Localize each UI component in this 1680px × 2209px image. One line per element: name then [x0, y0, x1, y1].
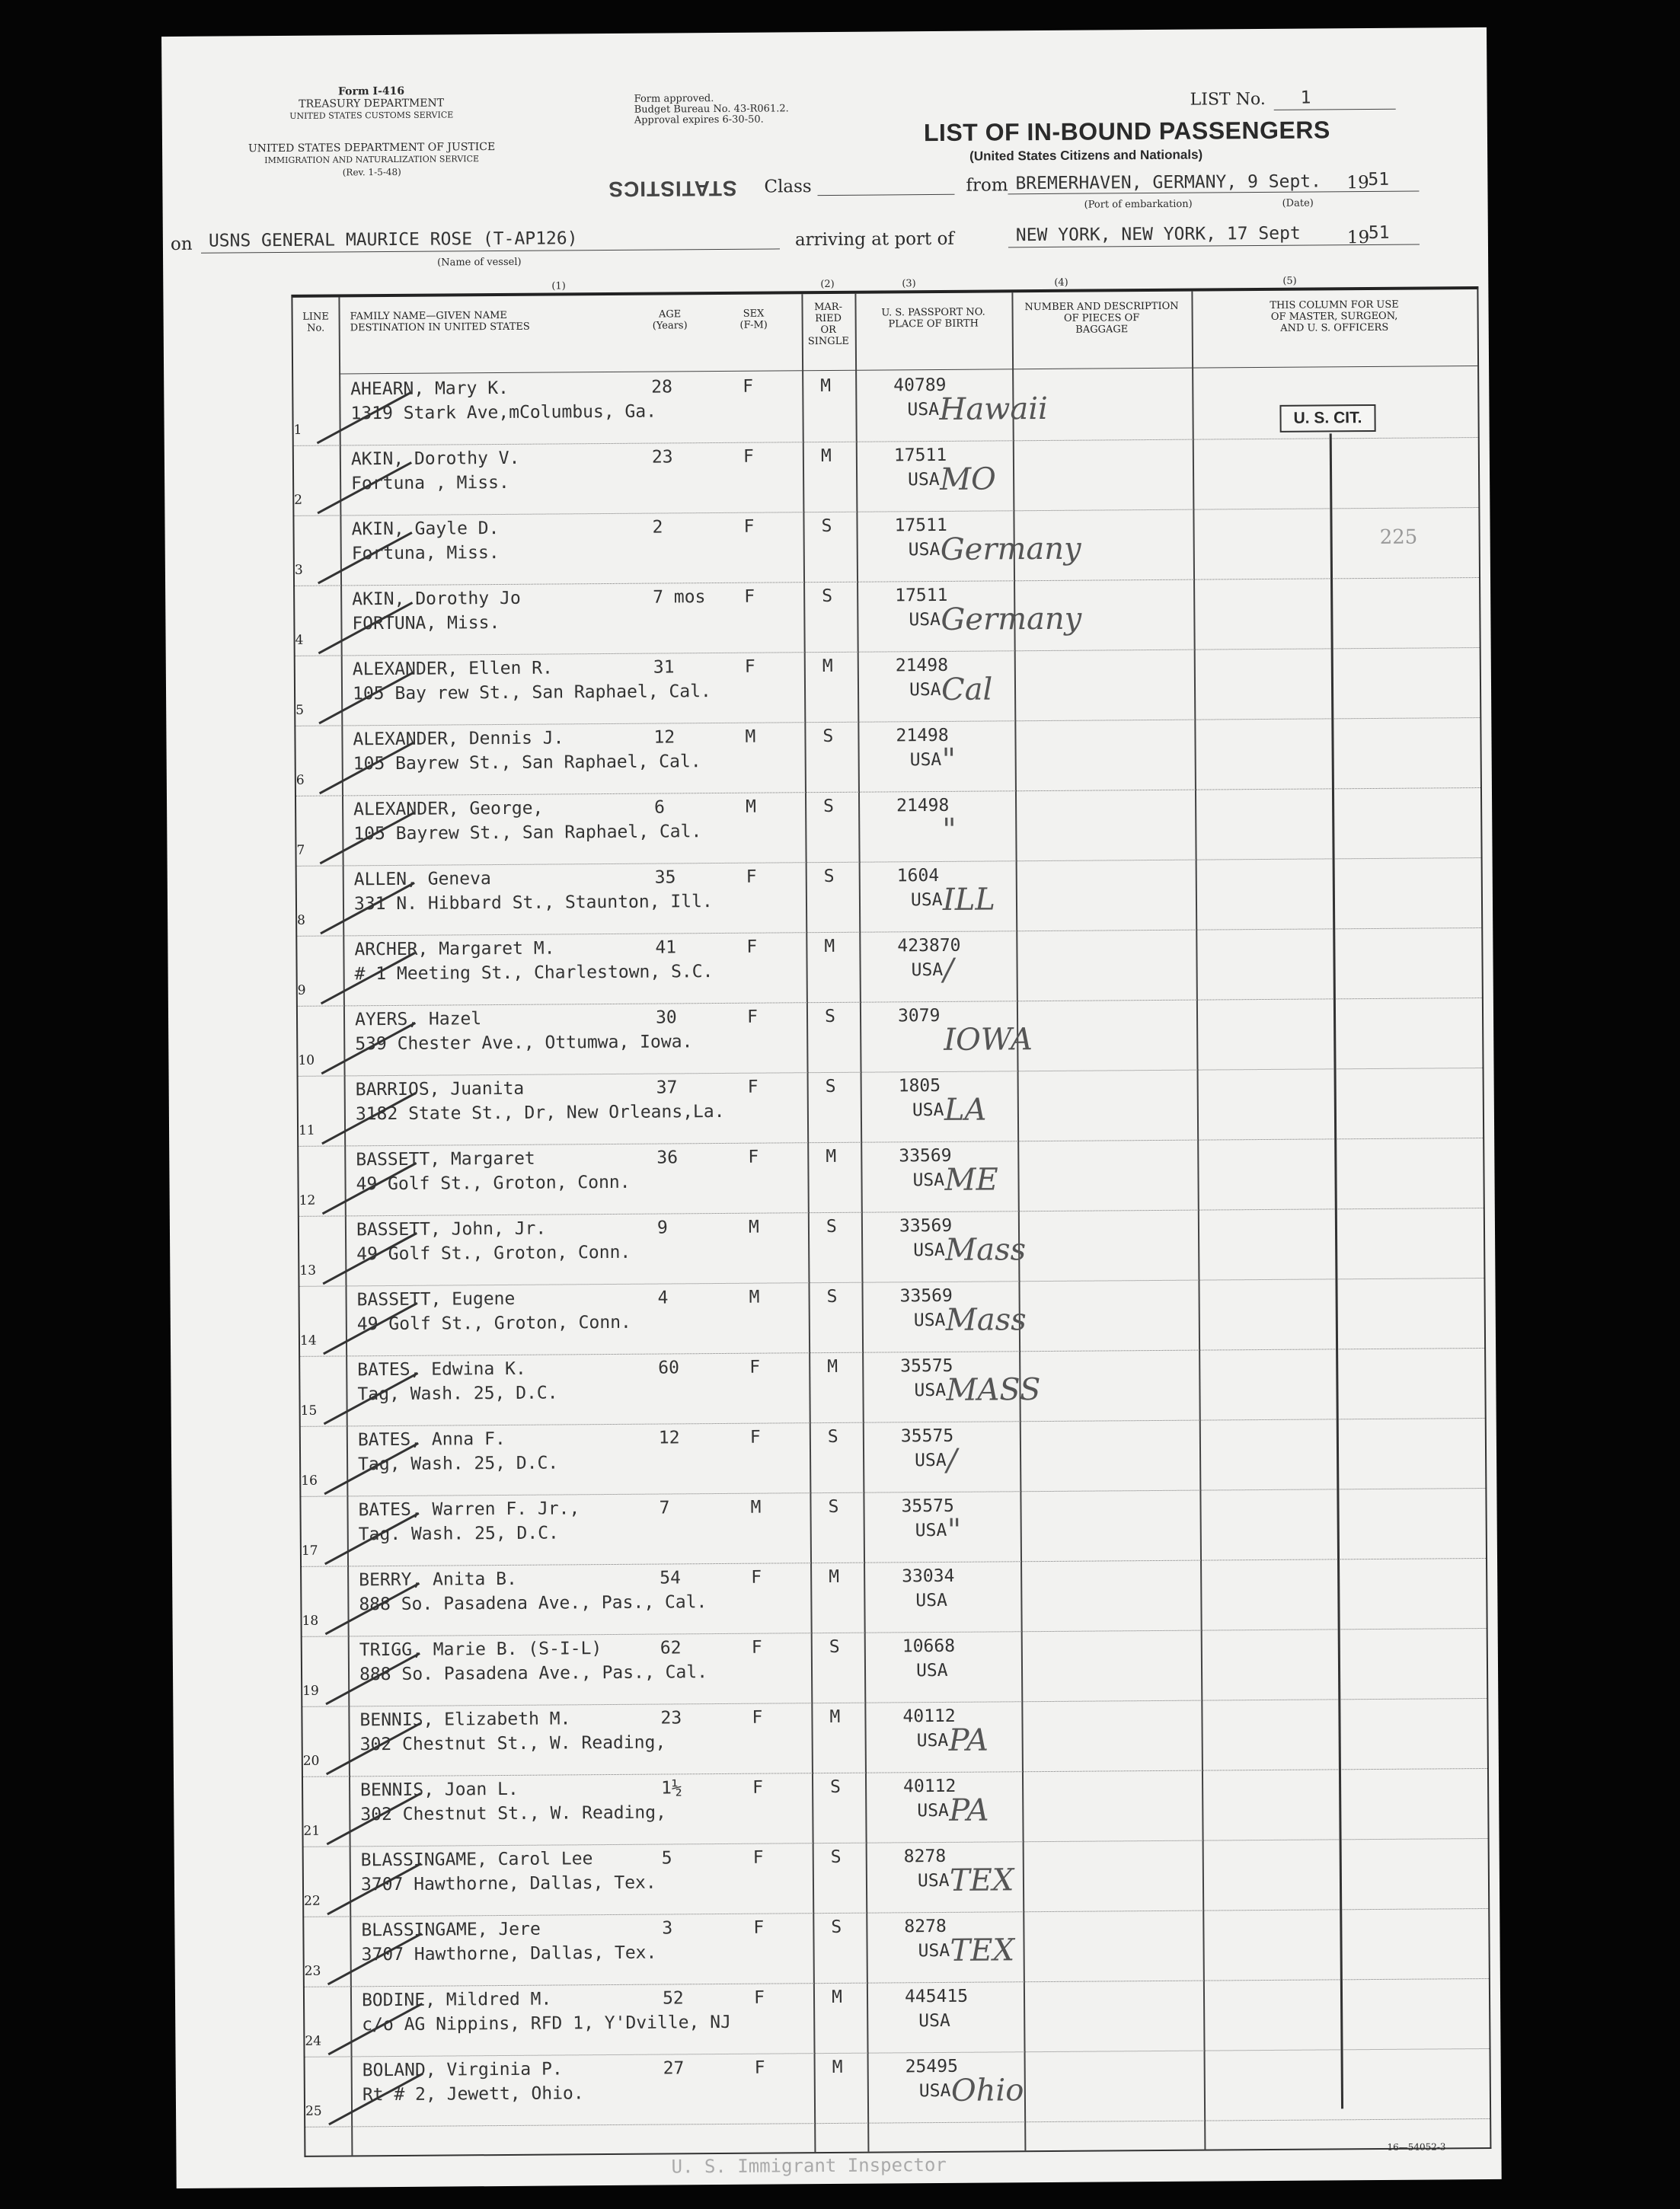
place-of-birth: USA: [912, 1100, 944, 1121]
table-row: [303, 1768, 1488, 1847]
approval-expires: Approval expires 6-30-50.: [634, 113, 764, 126]
passport-number: 1805: [898, 1075, 941, 1097]
handwritten-note: Ohio: [950, 2073, 1024, 2108]
place-of-birth: USA: [915, 1590, 948, 1611]
passenger-age: 7 mos: [653, 587, 706, 608]
place-of-birth: USA: [909, 749, 942, 771]
passenger-age: 2: [652, 517, 663, 538]
passenger-name: TRIGG, Marie B. (S-I-L): [359, 1639, 602, 1661]
passenger-age: 52: [662, 1988, 684, 2009]
table-row: [305, 1978, 1490, 2057]
marital-status: M: [829, 1706, 841, 1728]
passenger-sex: F: [744, 656, 755, 677]
passenger-name: BASSETT, Margaret: [356, 1148, 535, 1170]
header-name: FAMILY NAME—GIVEN NAME DESTINATION IN UNITED STATES: [350, 309, 530, 334]
passport-number: 40112: [902, 1776, 957, 1797]
handwritten-note: ": [947, 1512, 962, 1548]
line-number: 5: [295, 702, 305, 718]
ins-service: IMMIGRATION AND NATURALIZATION SERVICE: [264, 154, 480, 166]
passenger-sex: F: [751, 1567, 762, 1588]
place-of-birth: USA: [912, 1170, 945, 1191]
marital-status: M: [832, 2057, 843, 2077]
handwritten-note: MO: [939, 461, 997, 497]
place-of-birth: USA: [915, 1450, 947, 1471]
handwritten-note: Cal: [941, 672, 993, 707]
passport-number: 33569: [899, 1285, 953, 1307]
line-number: 8: [297, 912, 306, 928]
passenger-name: BOLAND, Virginia P.: [362, 2059, 563, 2081]
passenger-name: AHEARN, Mary K.: [350, 378, 509, 400]
passport-number: 40789: [893, 375, 947, 396]
handwritten-note: Mass: [945, 1302, 1027, 1338]
marital-status: S: [822, 726, 834, 747]
form-number: Form I-416: [337, 85, 405, 98]
passenger-age: 30: [655, 1007, 677, 1028]
passenger-sex: M: [745, 726, 756, 747]
passenger-destination: 49 Golf St., Groton, Conn.: [356, 1172, 631, 1195]
passenger-name: ALEXANDER, Dennis J.: [353, 728, 564, 750]
passport-number: 17511: [895, 585, 948, 606]
passenger-name: ALEXANDER, George,: [353, 798, 544, 820]
marital-status: S: [826, 1286, 838, 1307]
place-of-birth: USA: [911, 959, 944, 981]
justice-dept: UNITED STATES DEPARTMENT OF JUSTICE: [248, 141, 496, 155]
place-of-birth: USA: [909, 609, 941, 630]
passenger-sex: M: [750, 1497, 762, 1518]
passenger-destination: 302 Chestnut St., W. Reading,: [359, 1732, 666, 1755]
marital-status: S: [822, 586, 833, 607]
passport-number: 21498: [895, 655, 949, 676]
arrival-year: 51: [1368, 222, 1390, 244]
col-num-5: (5): [1282, 275, 1297, 287]
passenger-name: AKIN, Dorothy V.: [350, 448, 520, 470]
line-number: 7: [296, 842, 305, 858]
passport-number: 40112: [902, 1706, 956, 1727]
handwritten-note: ILL: [942, 882, 996, 918]
place-of-birth: USA: [917, 1870, 950, 1891]
passenger-name: ALLEN, Geneva: [353, 869, 491, 890]
passenger-sex: F: [743, 376, 754, 397]
table-row: [301, 1488, 1486, 1567]
passenger-sex: F: [754, 2057, 765, 2078]
list-number-line: [1274, 109, 1396, 110]
table-row: [301, 1418, 1486, 1497]
passenger-destination: 105 Bayrew St., San Raphael, Cal.: [353, 752, 701, 774]
arrival-year-prefix: 19: [1346, 228, 1370, 248]
marital-status: S: [823, 866, 835, 887]
line-number: 10: [298, 1052, 315, 1068]
marital-status: M: [831, 1987, 842, 2007]
handwritten-note: MASS: [946, 1372, 1041, 1408]
passenger-sex: F: [752, 1777, 764, 1798]
form-header-left: [276, 85, 466, 123]
handwritten-note: ME: [944, 1162, 998, 1198]
passenger-destination: Fortuna, Miss.: [351, 542, 500, 564]
passenger-destination: # 1 Meeting St., Charlestown, S.C.: [354, 962, 714, 985]
passport-number: 10668: [902, 1636, 956, 1657]
passenger-name: BLASSINGAME, Carol Lee: [360, 1849, 593, 1871]
passenger-age: 12: [658, 1428, 680, 1448]
passenger-age: 62: [660, 1638, 682, 1658]
passenger-destination: 49 Golf St., Groton, Conn.: [356, 1312, 631, 1335]
embarkation: BREMERHAVEN, GERMANY, 9 Sept.: [1015, 171, 1322, 194]
from-year-prefix: 19: [1346, 173, 1369, 193]
handwritten-note: PA: [949, 1792, 989, 1828]
line-number: 2: [294, 492, 303, 508]
place-of-birth: USA: [908, 539, 941, 560]
passenger-age: 28: [651, 377, 673, 397]
marital-status: M: [829, 1566, 840, 1588]
vessel-name: USNS GENERAL MAURICE ROSE (T-AP126): [208, 228, 578, 251]
passenger-destination: 3182 State St., Dr, New Orleans,La.: [355, 1101, 725, 1125]
passenger-sex: M: [748, 1217, 759, 1237]
header-line-no: LINE No.: [302, 311, 329, 334]
date-caption: (Date): [1282, 197, 1314, 209]
table-row: [299, 1278, 1484, 1357]
passenger-destination: 888 So. Pasadena Ave., Pas., Cal.: [359, 1592, 707, 1615]
passenger-age: 35: [654, 867, 676, 888]
passport-number: 21498: [896, 725, 949, 746]
passenger-name: BATES, Anna F.: [357, 1429, 506, 1451]
line-number: 18: [302, 1613, 319, 1629]
passenger-sex: F: [743, 446, 754, 467]
arrival-port: NEW YORK, NEW YORK, 17 Sept: [1015, 223, 1301, 246]
place-of-birth: USA: [917, 1800, 949, 1821]
on-label: on: [170, 234, 193, 254]
page-title: LIST OF IN-BOUND PASSENGERS: [923, 116, 1330, 147]
passenger-destination: 302 Chestnut St., W. Reading,: [360, 1802, 666, 1825]
handwritten-note: /: [946, 1442, 957, 1478]
passport-number: 3079: [897, 1005, 941, 1026]
passenger-destination: Tag. Wash. 25, D.C.: [358, 1523, 559, 1545]
passport-number: 33569: [899, 1215, 953, 1237]
passenger-sex: F: [747, 1077, 759, 1097]
passport-number: 33034: [902, 1566, 955, 1587]
marital-status: M: [820, 445, 832, 467]
passenger-destination: 888 So. Pasadena Ave., Pas., Cal.: [359, 1662, 708, 1685]
handwritten-note: ": [942, 812, 957, 848]
passenger-name: BASSETT, John, Jr.: [356, 1218, 547, 1240]
passenger-age: 23: [651, 447, 673, 468]
from-year: 51: [1368, 169, 1390, 190]
header-baggage: NUMBER AND DESCRIPTION OF PIECES OF BAGGAGE: [1024, 300, 1179, 336]
passport-number: 445415: [904, 1986, 969, 2007]
passenger-name: BENNIS, Elizabeth M.: [359, 1709, 571, 1731]
passenger-name: BASSETT, Eugene: [356, 1288, 516, 1310]
passenger-destination: 3707 Hawthorne, Dallas, Tex.: [360, 1872, 656, 1895]
handwritten-note: /: [943, 952, 954, 988]
passenger-destination: Tag, Wash. 25, D.C.: [358, 1453, 559, 1475]
passport-number: 33569: [899, 1145, 952, 1167]
passenger-sex: F: [753, 1917, 765, 1938]
passenger-age: 3: [662, 1918, 673, 1939]
passport-number: 35575: [901, 1496, 954, 1517]
passenger-destination: 539 Chester Ave., Ottumwa, Iowa.: [355, 1032, 693, 1055]
handwritten-note: Mass: [945, 1232, 1027, 1268]
place-of-birth: USA: [907, 399, 940, 420]
arriving-label: arriving at port of: [794, 228, 954, 251]
line-number: 23: [304, 1963, 321, 1979]
line-number: 19: [302, 1683, 319, 1699]
manifest-sheet: [161, 27, 1502, 2188]
header-passport: U. S. PASSPORT NO. PLACE OF BIRTH: [881, 306, 985, 330]
line-number: 21: [303, 1823, 321, 1839]
print-code: 16—54052-3: [1387, 2141, 1446, 2153]
port-caption: (Port of embarkation): [1084, 198, 1193, 211]
passenger-age: 60: [658, 1358, 680, 1378]
handwritten-note: TEX: [950, 1933, 1015, 1968]
passport-number: 35575: [900, 1355, 953, 1377]
passenger-sex: F: [744, 586, 755, 607]
col-num-4: (4): [1054, 276, 1068, 289]
passenger-name: AKIN, Dorothy Jo: [352, 588, 521, 610]
marital-status: S: [824, 1006, 835, 1027]
place-of-birth: USA: [908, 469, 940, 490]
passenger-destination: 49 Golf St., Groton, Conn.: [356, 1242, 631, 1265]
passenger-destination: FORTUNA, Miss.: [352, 612, 500, 634]
marital-status: M: [824, 936, 835, 957]
place-of-birth: USA: [918, 2010, 950, 2032]
handwritten-note: PA: [948, 1722, 989, 1758]
table-row: [299, 1138, 1484, 1217]
line-number: 22: [304, 1893, 321, 1909]
passport-number: 25495: [905, 2056, 958, 2077]
passenger-age: 23: [660, 1708, 682, 1729]
passenger-sex: F: [746, 1007, 758, 1027]
revision: (Rev. 1-5-48): [342, 166, 401, 178]
passenger-age: 9: [656, 1218, 668, 1238]
header-age: AGE (Years): [652, 308, 688, 332]
passenger-destination: 331 N. Hibbard St., Staunton, Ill.: [353, 892, 713, 915]
table-row: [305, 2048, 1490, 2128]
passport-number: 8278: [904, 1916, 947, 1937]
place-of-birth: USA: [909, 679, 941, 701]
passenger-age: 54: [660, 1568, 681, 1588]
handwritten-note: Germany: [941, 601, 1082, 637]
table-row: [300, 1348, 1485, 1427]
marital-status: S: [829, 1636, 840, 1658]
handwritten-note: LA: [944, 1092, 987, 1128]
line-number: 16: [301, 1473, 318, 1489]
table-row: [302, 1698, 1487, 1777]
list-number: 1: [1300, 88, 1311, 108]
passenger-sex: F: [753, 1987, 765, 2008]
marital-status: S: [826, 1216, 837, 1237]
marital-status: M: [820, 375, 832, 397]
passenger-sex: F: [752, 1847, 764, 1868]
marital-status: M: [827, 1356, 838, 1377]
marital-status: M: [826, 1146, 837, 1167]
line-number: 6: [295, 772, 305, 788]
passenger-age: 1½: [661, 1778, 682, 1799]
us-citizen-box: U. S. CIT.: [1279, 404, 1375, 433]
passenger-destination: 1319 Stark Ave,mColumbus, Ga.: [350, 401, 657, 424]
line-number: 4: [295, 632, 304, 648]
line-number: 25: [305, 2103, 322, 2119]
passenger-destination: 3707 Hawthorne, Dallas, Tex.: [361, 1942, 657, 1965]
line-number: 11: [298, 1122, 315, 1138]
place-of-birth: USA: [918, 1940, 950, 1962]
col-num-2: (2): [820, 278, 835, 291]
line-number: 1: [293, 422, 302, 438]
passenger-name: ALEXANDER, Ellen R.: [352, 658, 554, 680]
passenger-age: 27: [663, 2058, 685, 2079]
passenger-age: 31: [653, 657, 675, 678]
line-number: 17: [301, 1543, 318, 1559]
table-row: [295, 577, 1480, 656]
page-subtitle: (United States Citizens and Nationals): [969, 147, 1203, 164]
passenger-sex: F: [752, 1707, 763, 1728]
passenger-table: [291, 275, 1491, 2157]
passenger-name: BATES, Warren F. Jr.,: [358, 1499, 580, 1521]
table-row: [304, 1908, 1489, 1987]
passenger-name: AKIN, Gayle D.: [351, 518, 500, 540]
table-row: [296, 787, 1481, 867]
passenger-age: 4: [657, 1288, 669, 1308]
passenger-name: BERRY, Anita B.: [359, 1569, 517, 1591]
inspector-signature: [1052, 2086, 1062, 2125]
class-line: [817, 194, 954, 196]
passenger-age: 12: [653, 727, 676, 748]
marital-status: S: [825, 1076, 836, 1097]
list-number-label: LIST No.: [1190, 89, 1266, 110]
passport-number: 17511: [894, 515, 947, 536]
passport-number: 21498: [896, 795, 950, 816]
table-row: [294, 507, 1479, 586]
header-sex: SEX (F-M): [739, 308, 768, 331]
passport-number: 1604: [896, 865, 940, 886]
passenger-name: BENNIS, Joan L.: [360, 1779, 519, 1801]
passenger-age: 5: [661, 1848, 672, 1869]
place-of-birth: USA: [915, 1660, 948, 1681]
passenger-sex: F: [749, 1357, 761, 1377]
table-row: [297, 927, 1482, 1007]
passenger-destination: Tag, Wash. 25, D.C.: [357, 1383, 558, 1405]
treasury-dept: TREASURY DEPARTMENT: [299, 97, 445, 110]
passenger-name: ARCHER, Margaret M.: [354, 938, 555, 960]
passenger-sex: F: [746, 867, 757, 887]
table-row: [299, 1068, 1484, 1147]
approval-block: [634, 93, 789, 126]
line-number: 12: [299, 1192, 316, 1208]
marital-status: S: [827, 1426, 838, 1448]
place-of-birth: USA: [918, 2080, 951, 2102]
marital-status: M: [822, 656, 833, 677]
passenger-age: 36: [656, 1148, 679, 1168]
inspector-caption: U. S. Immigrant Inspector: [671, 2153, 947, 2178]
budget-bureau: Budget Bureau No. 43-R061.2.: [634, 103, 789, 116]
table-row: [304, 1838, 1489, 1917]
header-married: MAR- RIED OR SINGLE: [807, 301, 849, 348]
table-row: [295, 717, 1480, 796]
marital-status: S: [828, 1496, 839, 1518]
justice-header: [216, 141, 528, 180]
statistics-stamp: STATISTICS: [608, 176, 737, 201]
passenger-name: AYERS, Hazel: [354, 1009, 482, 1030]
place-of-birth: USA: [910, 889, 943, 911]
table-row: [302, 1628, 1487, 1707]
passport-number: 8278: [903, 1846, 947, 1867]
marital-status: S: [830, 1776, 842, 1797]
passenger-destination: Rt # 2, Jewett, Ohio.: [362, 2083, 584, 2105]
passenger-sex: M: [746, 796, 757, 817]
passenger-destination: 105 Bay rew St., San Raphael, Cal.: [352, 682, 711, 704]
table-row: [295, 647, 1480, 726]
form-approved: Form approved.: [634, 93, 714, 105]
header-officers: THIS COLUMN FOR USE OF MASTER, SURGEON, AND U. S. OFFICERS: [1270, 298, 1399, 334]
col-num-3: (3): [902, 278, 916, 290]
line-number: 3: [294, 562, 303, 578]
table-row: [302, 1558, 1487, 1637]
passenger-sex: M: [749, 1287, 760, 1307]
marital-status: S: [823, 796, 835, 817]
passenger-name: BLASSINGAME, Jere: [361, 1919, 541, 1941]
line-number: 14: [299, 1333, 317, 1349]
line-number: 15: [300, 1403, 318, 1419]
place-of-birth: USA: [915, 1520, 947, 1541]
margin-number: 225: [1379, 525, 1418, 549]
customs-service: UNITED STATES CUSTOMS SERVICE: [289, 110, 454, 121]
passenger-destination: 105 Bayrew St., San Raphael, Cal.: [353, 822, 702, 844]
passport-number: 17511: [893, 445, 947, 466]
line-number: 24: [305, 2033, 322, 2049]
class-label: Class: [764, 177, 812, 197]
handwritten-note: TEX: [949, 1863, 1014, 1898]
passenger-sex: F: [751, 1637, 762, 1658]
passenger-name: BARRIOS, Juanita: [355, 1078, 525, 1100]
place-of-birth: USA: [914, 1380, 947, 1401]
passenger-sex: F: [743, 516, 755, 537]
table-row: [298, 998, 1483, 1077]
handwritten-note: IOWA: [944, 1022, 1033, 1058]
table-row: [297, 857, 1482, 937]
vessel-caption: (Name of vessel): [437, 256, 522, 269]
place-of-birth: USA: [913, 1310, 946, 1331]
passenger-name: BODINE, Mildred M.: [361, 1989, 552, 2011]
handwritten-note: Germany: [940, 531, 1081, 567]
handwritten-note: Hawaii: [939, 391, 1049, 427]
place-of-birth: USA: [916, 1730, 949, 1751]
passenger-destination: Fortuna , Miss.: [351, 472, 509, 494]
table-row: [299, 1208, 1484, 1287]
passport-number: 423870: [897, 935, 961, 956]
marital-status: S: [821, 516, 832, 537]
line-number: 20: [302, 1753, 320, 1769]
passenger-sex: F: [746, 937, 758, 957]
passenger-age: 41: [655, 937, 677, 958]
passport-number: 35575: [900, 1425, 954, 1447]
passenger-destination: c/o AG Nippins, RFD 1, Y'Dville, NJ: [362, 2012, 731, 2035]
marital-status: S: [830, 1847, 842, 1867]
passenger-sex: F: [748, 1147, 759, 1167]
passenger-sex: F: [749, 1427, 761, 1448]
line-number: 13: [299, 1263, 317, 1278]
handwritten-note: ": [941, 742, 957, 777]
from-label: from: [966, 175, 1008, 196]
col-num-1: (1): [551, 280, 566, 292]
table-row: [294, 437, 1479, 516]
passenger-age: 6: [654, 797, 666, 818]
passenger-name: BATES, Edwina K.: [357, 1358, 526, 1381]
marital-status: S: [831, 1917, 842, 1937]
place-of-birth: USA: [913, 1240, 945, 1261]
passenger-age: 37: [656, 1077, 678, 1098]
passenger-age: 7: [659, 1498, 670, 1518]
line-number: 9: [297, 982, 306, 998]
